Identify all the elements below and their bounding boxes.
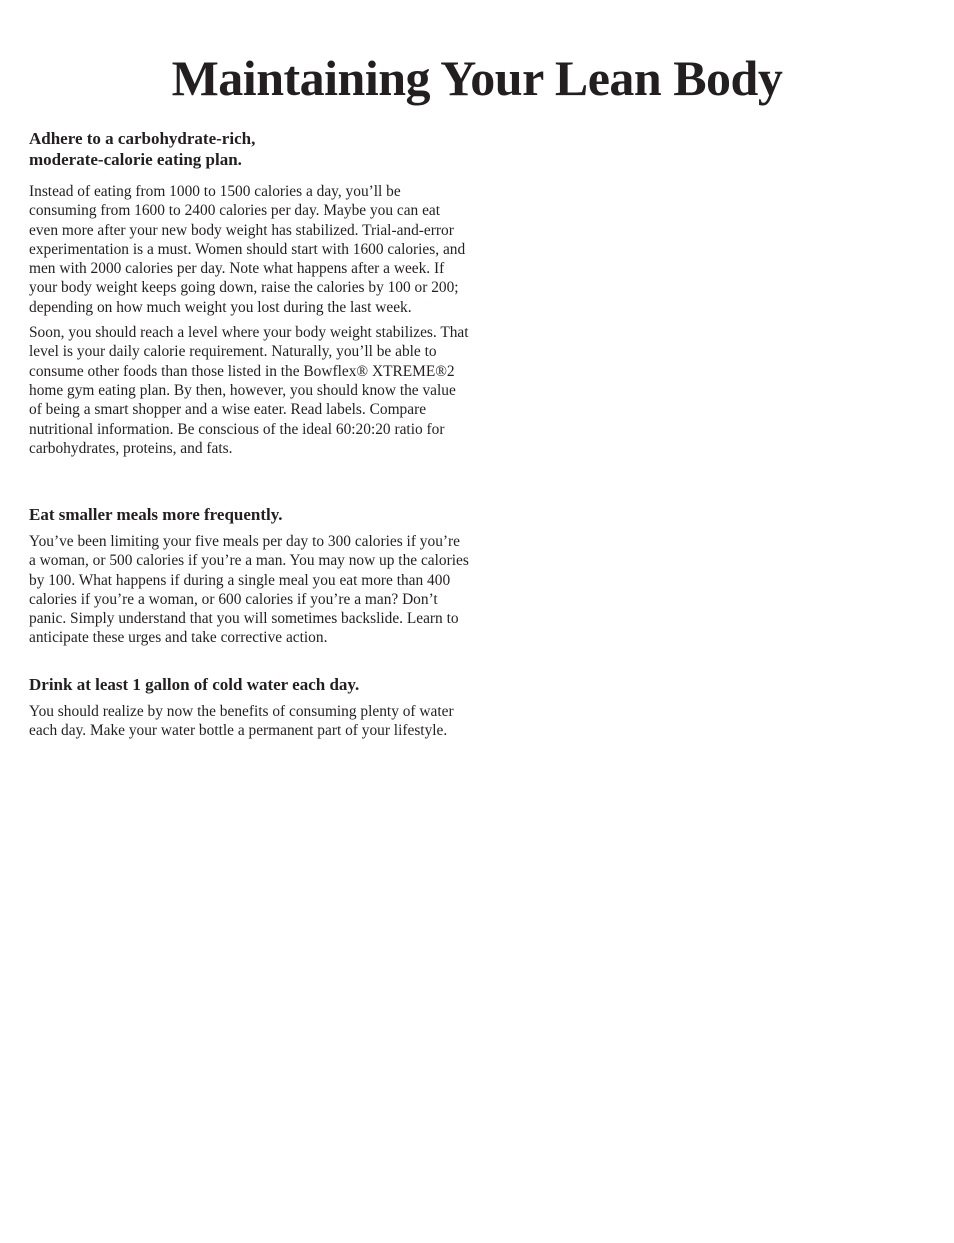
body-paragraph: Soon, you should reach a level where your body weight stabilizes. That level is your daily calorie requirement. Naturally, you’ll be able to consume other foods than those listed in the Bowflex® XTREME®2 home gym eating plan. By then, however, you should know the value of being a smart shopper and a wise eater. Read labels. Compare nutritional information. Be conscious of the ideal 60:20:20 ratio for carbohydrates, proteins, and fats.	[29, 324, 469, 457]
section-smaller-meals	[29, 504, 469, 648]
page-title: Maintaining Your Lean Body	[171, 50, 783, 106]
section-heading-line: moderate-calorie eating plan.	[29, 150, 242, 169]
body-paragraph: Instead of eating from 1000 to 1500 calories a day, you’ll be consuming from 1600 to 2400 calories per day. Maybe you can eat even more after your new body weight has stabilized. Trial-and-error experimentation is a must. Women should start with 1600 calories, and men with 2000 calories per day. Note what happens after a week. If your body weight keeps going down, raise the calories by 100 or 200; depending on how much weight you lost during the last week.	[29, 183, 466, 316]
section-carbohydrate-plan	[29, 128, 469, 458]
section-heading-line: Adhere to a carbohydrate-rich,	[29, 129, 256, 148]
section-heading: Eat smaller meals more frequently.	[29, 505, 283, 524]
section-drink-water	[29, 674, 469, 741]
body-paragraph: You’ve been limiting your five meals per day to 300 calories if you’re a woman, or 500 calories if you’re a man. You may now up the calories by 100. What happens if during a single meal you eat more than 400 calories if you’re a woman, or 600 calories if you’re a man? Don’t panic. Simply understand that you will sometimes backslide. Learn to anticipate these urges and take corrective action.	[29, 533, 469, 647]
body-paragraph: You should realize by now the benefits of consuming plenty of water each day. Make your water bottle a permanent part of your lifestyle.	[29, 703, 454, 740]
section-heading: Drink at least 1 gallon of cold water each day.	[29, 675, 360, 694]
section-heading	[29, 128, 469, 170]
